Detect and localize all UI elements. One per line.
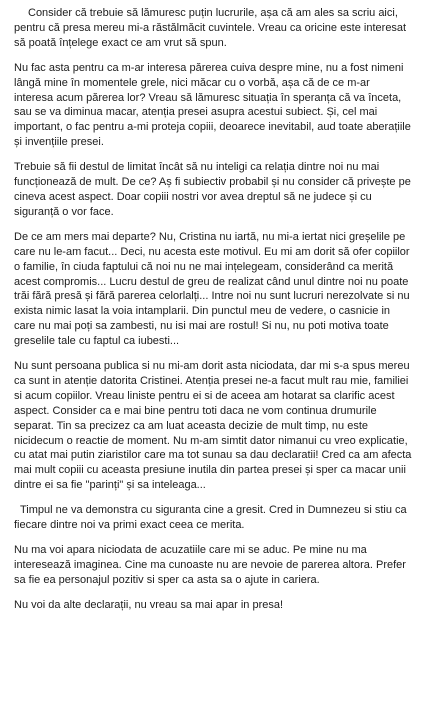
paragraph-public-attention: Nu sunt persoana publica si nu mi-am dorit asta niciodata, dar mi s-a spus mereu ca sunt in atenție datorita Cristinei. Atenția presei ne-a facut mult rau mie, familiei si acum copiilor. Vreau liniste pentru ei si de aceea am hotarat sa clarific acest aspect. Consider ca e mai bine pentru toti daca ne vom continua drumurile separat. Tin sa precizez ca am luat aceasta decizie de mult timp, nu este nicidecum o reactie de moment. Nu m-am simtit dator nimanui cu vreo explicatie, cu atat mai putin ziaristilor care ma tot sunau sa dau declaratii! Cred ca am afecta mai mult copiii cu aceasta presiune inutila din partea presei și sper ca macar unii dintre ei sa fie "parinți" și sa inteleaga... <box>14 360 412 492</box>
paragraph-closing: Nu voi da alte declarații, nu vreau sa mai apar in presa! <box>14 598 284 611</box>
paragraph-why-continued: De ce am mers mai departe? Nu, Cristina nu iartă, nu mi-a iertat nici greșelile pe care nu le-am facut... Deci, nu acesta este motivul. Eu mi am dorit să ofer copiilor o familie, în ciuda faptului că noi nu ne mai ințelegeam, considerând ca merită acest compromis... Lucru destul de greu de realizat când unul dintre noi nu poate trăi fără presă și fără parerea celorlalți... Intre noi nu sunt lucruri nerezolvate si nu exista nimic lasat la voia intamplarii. Din punctul meu de vedere, o casnicie in care nu mai poți sa zambesti, nu isi mai are rostul! Si nu, nu poti motiva toate greselile tale cu faptul ca iubesti... <box>14 230 410 348</box>
paragraph-intro: Consider că trebuie să lămuresc puțin lucrurile, așa că am ales sa scriu aici, pentru că presa mereu mi-a răstălmăcit cuvintele. Vreau ca oricine este interesat să poată înțelege exact ce am vrut să spun. <box>14 7 407 49</box>
paragraph-no-defense: Nu ma voi apara niciodata de acuzatiile care mi se aduc. Pe mine nu ma interesează imaginea. Cine ma cunoaste nu are nevoie de parerea altora. Prefer sa fie ea personajul pozitiv si sper ca asta sa o ajute in cariera. <box>14 544 406 586</box>
paragraph-time-will-tell: Timpul ne va demonstra cu siguranta cine a gresit. Cred in Dumnezeu si stiu ca fiecare dintre noi va primi exact ceea ce merita. <box>14 504 407 532</box>
paragraph-relationship: Trebuie să fii destul de limitat încât să nu inteligi ca relația dintre noi nu mai funcționează de mult. De ce? Aș fi subiectiv probabil și nu consider că privește pe cineva acest aspect. Doar copiii nostri vor avea dreptul să ne judece și cu siguranță o vor face. <box>14 161 411 218</box>
paragraph-motivation: Nu fac asta pentru ca m-ar interesa părerea cuiva despre mine, nu a fost nimeni lângă mine în momentele grele, nici măcar cu o vorbă, așa că de ce m-ar interesa acum părerea lor? Vreau să lămuresc situația în speranța că va înceta, sau se va diminua macar, atenția presei asupra acestui subiect. Și, cel mai important, o fac pentru a-mi proteja copiii, deoarece inevitabil, aud toate aberațiile și invențiile presei. <box>14 61 411 149</box>
